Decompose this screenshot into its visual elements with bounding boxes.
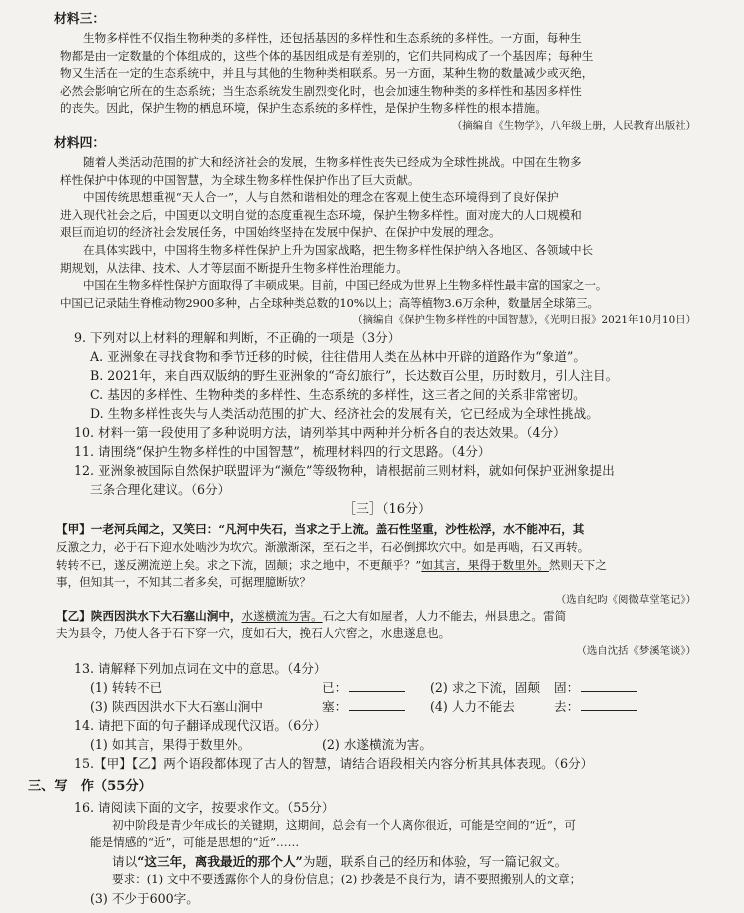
material-3-line: 物又生活在一定的生态系统中，并且与其他的生物种类相联系。另一方面，某种生物的数量减少或灭绝， bbox=[60, 66, 594, 81]
passage-jia-text: 转转不已，遂反溯流逆上矣。求之下流，固颠；求之地中，不更颠乎？” bbox=[56, 557, 422, 572]
answer-blank[interactable] bbox=[349, 698, 405, 711]
question-14-sentence-1: (1) 如其言，果得于数里外。 bbox=[90, 736, 251, 752]
writing-requirements-2: (3) 不少于600字。 bbox=[90, 890, 199, 906]
material-4-line: 在具体实践中，中国将生物多样性保护上升为国家战略，把生物多样性保护纳入各地区、各领域中长 bbox=[83, 242, 594, 257]
question-13-answer: 固： bbox=[554, 678, 634, 697]
question-14-row bbox=[60, 735, 714, 754]
material-4-line: 样性保护中体现的中国智慧，为全球生物多样性保护作出了巨大贡献。 bbox=[60, 172, 420, 187]
material-3-line: 物都是由一定数量的个体组成的，这些个体的基因组成是有差别的，它们共同构成了一个基因库；每种生 bbox=[60, 48, 594, 63]
passage-yi-text: 【乙】陕西因洪水下大石塞山涧中， bbox=[56, 608, 242, 623]
material-3-line: 必然会影响它所在的生态系统；当生态系统发生剧烈变化时，也会加速生物种类的多样性和基因多样性 bbox=[60, 83, 582, 98]
question-13-item: (4) 人力不能去 bbox=[430, 698, 515, 714]
question-9-option-b: B. 2021年，来自西双版纳的野生亚洲象的“奇幻旅行”，长达数百公里，历时数月，引人注目。 bbox=[90, 368, 619, 384]
material-3-heading: 材料三： bbox=[54, 12, 106, 27]
answer-blank[interactable] bbox=[581, 698, 637, 711]
question-9-option-c: C. 基因的多样性、生物种类的多样性、生态系统的多样性，这三者之间的关系非常密切。 bbox=[90, 387, 586, 403]
passage-jia-underlined: 如其言，果得于数里外。 bbox=[421, 557, 549, 572]
material-4-line: 进入现代社会之后，中国更以文明自觉的态度重视生态环境，保护生物多样性。面对庞大的人口规模和 bbox=[60, 207, 582, 222]
question-15: 15.【甲】【乙】两个语段都体现了古人的智慧，请结合语段相关内容分析其具体表现。（6分） bbox=[74, 755, 594, 771]
question-13-answer: 已： bbox=[322, 678, 430, 697]
question-13-item: (1) 转转不已 bbox=[90, 679, 163, 695]
question-9-option-a: A. 亚洲象在寻找食物和季节迁移的时候，往往借用人类在丛林中开辟的道路作为“象道”。 bbox=[90, 349, 586, 365]
writing-requirements: 要求：(1) 文中不要透露你个人的身份信息；(2) 抄袭是不良行为，请不要照搬别人的文章； bbox=[112, 872, 582, 887]
passage-jia-source: （选自纪昀《阅微草堂笔记》） bbox=[555, 593, 696, 606]
material-4-line: 艰巨而迫切的经济社会发展任务，中国始终坚持在发展中保护、在保护中发展的理念。 bbox=[60, 225, 501, 240]
question-9-option-d: D. 生物多样性丧失与人类活动范围的扩大、经济社会的发展有关，它已经成为全球性挑战。 bbox=[90, 406, 599, 422]
question-13-item: (2) 求之下流，固颠 bbox=[430, 679, 540, 695]
question-13-row bbox=[60, 678, 714, 697]
passage-jia-line: 事，但知其一，不知其二者多矣，可据理臆断欤？ bbox=[56, 575, 312, 590]
question-14-stem: 14. 请把下面的句子翻译成现代汉语。（6分） bbox=[74, 717, 327, 733]
question-12-line-2: 三条合理化建议。（6分） bbox=[90, 482, 231, 498]
passage-yi-line: 夫为县令，乃使人各于石下穿一穴，度如石大，挽石人穴窖之，水患遂息也。 bbox=[56, 626, 451, 641]
question-10: 10. 材料一第一段使用了多种说明方法，请列举其中两种并分析各自的表达效果。（4分） bbox=[74, 425, 566, 441]
writing-section-title: 三、写 作（55分） bbox=[28, 778, 152, 794]
material-4-line: 中国传统思想重视“天人合一”，人与自然和谐相处的理念在客观上使生态环境得到了良好保护 bbox=[83, 190, 559, 205]
question-13-item: (3) 陕西因洪水下大石塞山涧中 bbox=[90, 698, 263, 714]
material-4-line: 随着人类活动范围的扩大和经济社会的发展，生物多样性丧失已经成为全球性挑战。中国在生物多 bbox=[83, 154, 582, 169]
essay-title: “这三年，离我最近的那个人” bbox=[137, 854, 303, 870]
passage-yi-text: 石之大有如屋者，人力不能去，州县患之。雷简 bbox=[322, 608, 567, 623]
question-13-stem: 13. 请解释下列加点词在文中的意思。（4分） bbox=[74, 660, 327, 676]
material-4-line: 中国已记录陆生脊椎动物2900多种，占全球种类总数的10%以上；高等植物3.6万余种，数量居全球第三。 bbox=[60, 295, 599, 310]
passage-jia-line: 【甲】一老河兵闻之，又笑曰：“凡河中失石，当求之于上流。盖石性坚重，沙性松浮，水不能冲石，其 bbox=[56, 522, 585, 537]
writing-prompt-line: 能是情感的“近”，可能是思想的“近”…… bbox=[90, 835, 300, 850]
passage-jia-line bbox=[56, 557, 714, 575]
writing-prompt-line: 请以“这三年，离我最近的那个人”为题，联系自己的经历和体验，写一篇记叙文。 bbox=[112, 854, 568, 870]
material-4-source: （摘编自《保护生物多样性的中国智慧》，《光明日报》2021年10月10日） bbox=[352, 314, 696, 327]
answer-blank[interactable] bbox=[581, 679, 637, 692]
material-4-heading: 材料四： bbox=[54, 135, 106, 151]
answer-blank[interactable] bbox=[349, 679, 405, 692]
question-12-line-1: 12. 亚洲象被国际自然保护联盟评为“濒危”等级物种，请根据前三则材料，就如何保护亚洲象提出 bbox=[74, 463, 615, 479]
passage-yi-line bbox=[56, 608, 714, 626]
passage-yi-underlined: 水遂横流为害。 bbox=[241, 608, 323, 623]
question-11: 11. 请围绕“保护生物多样性的中国智慧”，梳理材料四的行文思路。（4分） bbox=[74, 444, 491, 460]
material-4-line: 中国在生物多样性保护方面取得了丰硕成果。目前，中国已经成为世界上生物多样性最丰富的国家之一。 bbox=[83, 278, 608, 293]
section-3-title: ［三］（16分） bbox=[342, 502, 432, 518]
question-13-answer: 去： bbox=[554, 697, 634, 716]
passage-jia-tail: 然则天下之 bbox=[548, 557, 607, 572]
material-3-line: 的丧失。因此，保护生物的栖息环境，保护生态系统的多样性，是保护生物多样性的根本措施。 bbox=[60, 101, 547, 116]
material-3-line: 生物多样性不仅指生物种类的多样性，还包括基因的多样性和生态系统的多样性。一方面，每种生 bbox=[83, 31, 582, 45]
material-4-line: 期规划，从法律、技术、人才等层面不断提升生物多样性治理能力。 bbox=[60, 260, 408, 275]
passage-yi-source: （选自沈括《梦溪笔谈》） bbox=[576, 644, 696, 657]
material-3-source: （摘编自《生物学》，八年级上册，人民教育出版社） bbox=[451, 119, 696, 132]
passage-jia-line: 反激之力，必于石下迎水处啮沙为坎穴。渐激渐深，至石之半，石必倒掷坎穴中。如是再啮，石又再转。 bbox=[56, 539, 590, 554]
writing-prompt-line: 初中阶段是青少年成长的关键期，这期间，总会有一个人离你很近，可能是空间的“近”，可 bbox=[112, 817, 577, 832]
question-9-stem: 9. 下列对以上材料的理解和判断，不正确的一项是（3分） bbox=[74, 330, 401, 346]
question-13-row bbox=[60, 697, 714, 716]
question-13-answer: 塞： bbox=[322, 697, 430, 716]
question-16: 16. 请阅读下面的文字，按要求作文。（55分） bbox=[74, 799, 335, 815]
question-14-sentence-2: (2) 水遂横流为害。 bbox=[322, 736, 432, 752]
